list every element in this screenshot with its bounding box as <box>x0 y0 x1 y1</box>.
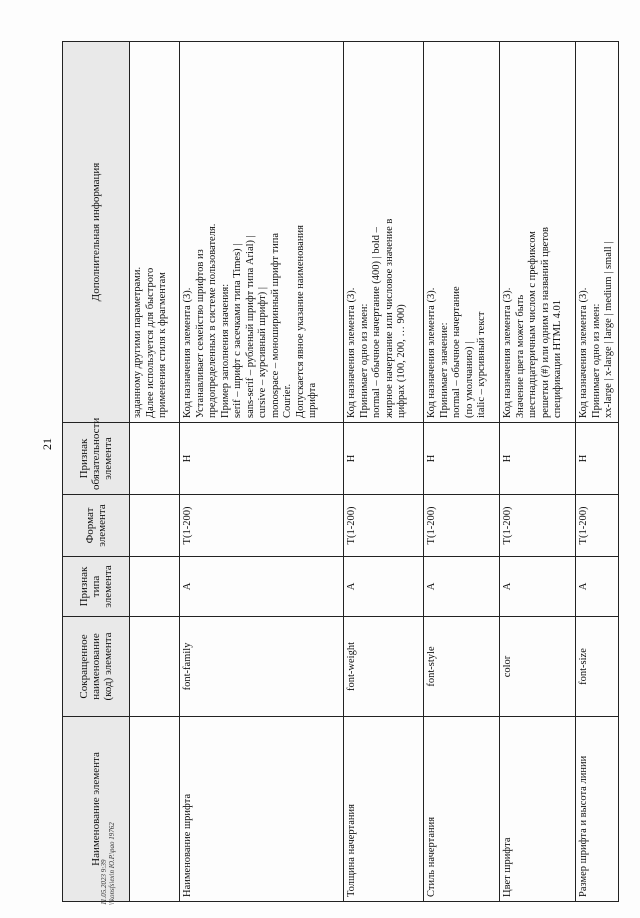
cell-format: T(1-200) <box>180 495 344 557</box>
print-stamp <box>100 822 116 905</box>
header-element-name: Наименование элемента <box>63 717 130 902</box>
cell-type: А <box>180 557 344 617</box>
cell-code: color <box>500 617 576 717</box>
cell-required: Н <box>500 423 576 495</box>
header-element-type: Признак типа элемента <box>63 557 130 617</box>
cell-code: font-size <box>576 617 619 717</box>
table-row <box>344 42 424 902</box>
table-row <box>180 42 344 902</box>
info-line: xx-large | x-large | large | medium | small | <box>603 241 614 418</box>
info-line: спецификации HTML 4.01 <box>552 299 563 418</box>
cell-name: Наименование шрифта <box>180 717 344 902</box>
cell-format: T(1-200) <box>576 495 619 557</box>
info-line: Код назначения элемента (3). <box>346 287 357 418</box>
info-line: применения стиля к фрагментам <box>157 272 168 418</box>
cell-type: А <box>576 557 619 617</box>
info-line: normal – обычное начертание <box>451 286 462 418</box>
info-line: Принимает одно из имен: <box>590 303 602 418</box>
cell-type: А <box>500 557 576 617</box>
cell-info <box>180 42 344 423</box>
info-line: Далее используется для быстрого <box>144 267 156 418</box>
header-element-code: Сокращенное наименование (код) элемента <box>63 617 130 717</box>
info-line: цифрах (100, 200, … 900) <box>396 304 407 418</box>
table-row <box>424 42 500 902</box>
info-line: шрифта <box>307 382 318 418</box>
info-line: Устанавливает семейство шрифтов из <box>194 249 206 418</box>
elements-table <box>62 41 619 902</box>
info-line: Код назначения элемента (3). <box>182 287 193 418</box>
rotated-table-container <box>62 42 614 902</box>
info-line: Принимает значение: <box>438 322 450 418</box>
cell-name: Цвет шрифта <box>500 717 576 902</box>
cell-info <box>130 42 180 423</box>
page-number: 21 <box>40 438 54 450</box>
cell-type: А <box>344 557 424 617</box>
cell-required: Н <box>424 423 500 495</box>
info-line: Принимает одно из имен: <box>358 303 370 418</box>
table-row <box>576 42 619 902</box>
info-line: normal – обычное начертание (400) | bold – <box>371 227 382 418</box>
header-additional-info: Дополнительная информация <box>63 42 130 423</box>
info-line: Допускается явное указание наименования <box>294 225 306 418</box>
info-line: cursive – курсивный шрифт) | <box>257 287 268 418</box>
cell-code: font-family <box>180 617 344 717</box>
header-element-format: Формат элемента <box>63 495 130 557</box>
cell-code <box>130 617 180 717</box>
header-element-required: Признак обязательности элемента <box>63 423 130 495</box>
cell-info <box>344 42 424 423</box>
info-line: Courier. <box>282 383 293 418</box>
cell-code: font-style <box>424 617 500 717</box>
cell-name: Размер шрифта и высота линии <box>576 717 619 902</box>
cell-format: T(1-200) <box>500 495 576 557</box>
info-line: Код назначения элемента (3). <box>578 287 589 418</box>
cell-format <box>130 495 180 557</box>
cell-format: T(1-200) <box>344 495 424 557</box>
table-row <box>500 42 576 902</box>
cell-code: font-weight <box>344 617 424 717</box>
info-line: жирное начертание или числовое значение в <box>383 218 395 418</box>
info-line: italic – курсивный текст <box>476 311 487 418</box>
cell-info <box>576 42 619 423</box>
stamp-line: 11.05.2023 9:39 <box>100 859 108 905</box>
info-line: serif – шрифт с засечками типа Times) | <box>232 243 243 418</box>
cell-name: Стиль начертания <box>424 717 500 902</box>
cell-info <box>500 42 576 423</box>
cell-required: Н <box>180 423 344 495</box>
cell-required: Н <box>576 423 619 495</box>
cell-type: А <box>424 557 500 617</box>
info-line: Код назначения элемента (3). <box>502 287 513 418</box>
cell-required: Н <box>344 423 424 495</box>
table-row <box>130 42 180 902</box>
info-line: sans-serif – рубленый шрифт типа Arial) | <box>244 235 256 418</box>
cell-info <box>424 42 500 423</box>
info-line: Код назначения элемента (3). <box>426 287 437 418</box>
info-line: Значение цвета может быть <box>514 294 526 418</box>
stamp-line: \\konsfs\ex\n Ю.Р.\pao 19762 <box>108 822 116 905</box>
info-line: (по умолчанию) | <box>463 341 475 418</box>
cell-name: Толщина начертания <box>344 717 424 902</box>
info-line: шестнадцатеричным числом с префиксом <box>527 231 538 418</box>
info-line: решетки (#) или одним из названий цветов <box>539 227 551 418</box>
info-line: Пример заполнения значения: <box>219 283 231 418</box>
cell-type <box>130 557 180 617</box>
info-line: предопределенных в системе пользователя. <box>207 223 218 418</box>
cell-required <box>130 423 180 495</box>
info-line: monospace – моноширинный шрифт типа <box>269 232 281 418</box>
info-line: заданному другими параметрами. <box>132 266 143 418</box>
cell-format: T(1-200) <box>424 495 500 557</box>
table-header-row <box>63 42 130 902</box>
cell-name <box>130 717 180 902</box>
